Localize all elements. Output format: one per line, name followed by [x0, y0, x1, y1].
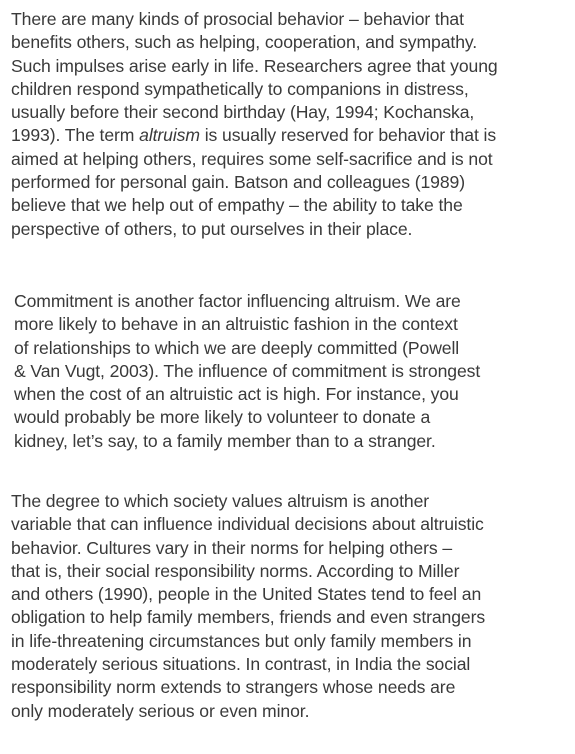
paragraph-prosocial-behavior	[11, 8, 498, 241]
text-line: aimed at helping others, requires some self-sacrifice and is not	[11, 148, 493, 169]
text-line: behavior. Cultures vary in their norms for helping others –	[11, 537, 453, 558]
emphasized-term-altruism: altruism	[139, 125, 200, 146]
text-line: and others (1990), people in the United States tend to feel an	[11, 584, 482, 605]
text-line: more likely to behave in an altruistic fashion in the context	[14, 314, 458, 335]
text-line: would probably be more likely to volunteer to donate a	[14, 407, 431, 428]
paragraph-society-values	[11, 490, 485, 723]
text-line: Commitment is another factor influencing altruism. We are	[14, 291, 461, 311]
text-line: responsibility norm extends to strangers whose needs are	[11, 677, 456, 698]
text-line: of relationships to which we are deeply committed (Powell	[14, 337, 460, 358]
text-line: perspective of others, to put ourselves in their place.	[11, 218, 413, 239]
text-line: moderately serious situations. In contrast, in India the social	[11, 654, 471, 675]
text-line: There are many kinds of prosocial behavior – behavior that	[11, 9, 464, 29]
text-line: believe that we help out of empathy – the ability to take the	[11, 195, 463, 216]
text-line: kidney, let’s say, to a family member than to a stranger.	[14, 430, 436, 451]
text-line: Such impulses arise early in life. Researchers agree that young	[11, 55, 498, 76]
text-line: children respond sympathetically to companions in distress,	[11, 78, 469, 99]
text-line: when the cost of an altruistic act is high. For instance, you	[14, 384, 459, 405]
text-line: variable that can influence individual decisions about altruistic	[11, 514, 484, 535]
text-line: benefits others, such as helping, cooperation, and sympathy.	[11, 32, 478, 53]
text-line: in life-threatening circumstances but only family members in	[11, 630, 472, 651]
text-line: obligation to help family members, friends and even strangers	[11, 607, 486, 628]
text-segment: is usually reserved for behavior that is	[199, 125, 497, 146]
text-segment: 1993). The term	[11, 125, 140, 146]
text-line: usually before their second birthday (Hay, 1994; Kochanska,	[11, 102, 475, 123]
text-line: performed for personal gain. Batson and colleagues (1989)	[11, 172, 465, 193]
text-line: that is, their social responsibility norms. According to Miller	[11, 560, 460, 581]
text-line: The degree to which society values altruism is another	[11, 491, 430, 511]
paragraph-commitment	[14, 290, 480, 453]
text-line: & Van Vugt, 2003). The influence of commitment is strongest	[14, 360, 481, 381]
text-line-with-emphasis	[11, 124, 498, 147]
text-line: only moderately serious or even minor.	[11, 700, 310, 721]
